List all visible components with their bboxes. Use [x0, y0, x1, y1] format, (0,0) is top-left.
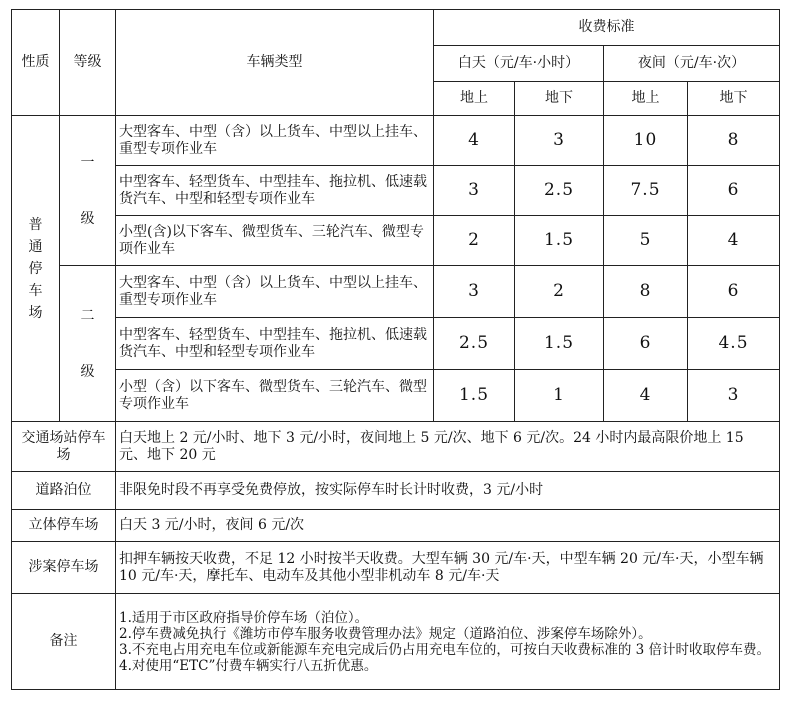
day-under-value: 1.5 [515, 216, 604, 266]
table-row [12, 510, 780, 542]
day-under-value: 2 [515, 266, 604, 318]
day-ground-value: 1.5 [434, 370, 515, 422]
day-ground-value: 3 [434, 166, 515, 216]
day-ground-value: 2.5 [434, 318, 515, 370]
day-ground-value: 4 [434, 116, 515, 166]
notes-label: 备注 [12, 594, 116, 690]
header-day-underground: 地下 [515, 82, 604, 116]
case-parking-label: 涉案停车场 [12, 542, 116, 594]
road-parking-label: 道路泊位 [12, 472, 116, 510]
header-night-underground: 地下 [688, 82, 780, 116]
vehicle-type-cell: 大型客车、中型（含）以上货车、中型以上挂车、重型专项作业车 [116, 266, 434, 318]
table-row [12, 166, 780, 216]
transport-hub-label: 交通场站停车场 [12, 422, 116, 472]
notes-list [116, 594, 780, 690]
table-row [12, 422, 780, 472]
table-row [12, 542, 780, 594]
table-row [12, 472, 780, 510]
table-row [12, 318, 780, 370]
day-under-value: 3 [515, 116, 604, 166]
night-under-value: 8 [688, 116, 780, 166]
header-vehicle-type: 车辆类型 [116, 10, 434, 116]
vehicle-type-cell: 小型（含）以下客车、微型货车、三轮汽车、微型专项作业车 [116, 370, 434, 422]
table-row [12, 370, 780, 422]
header-fee-standard: 收费标准 [434, 10, 780, 46]
note-item: 4.对使用“ETC”付费车辆实行八五折优惠。 [119, 657, 378, 674]
header-day: 白天（元/车·小时） [434, 46, 604, 82]
header-night: 夜间（元/车·次） [604, 46, 780, 82]
ordinary-parking-label: 普 通 停 车 场 [12, 116, 60, 422]
night-ground-value: 10 [604, 116, 688, 166]
day-ground-value: 3 [434, 266, 515, 318]
night-under-value: 4 [688, 216, 780, 266]
vehicle-type-cell: 大型客车、中型（含）以上货车、中型以上挂车、重型专项作业车 [116, 116, 434, 166]
table-row [12, 594, 780, 690]
night-under-value: 3 [688, 370, 780, 422]
night-ground-value: 6 [604, 318, 688, 370]
grade-2-label: 二 级 [60, 266, 116, 422]
stereo-parking-text: 白天 3 元/小时，夜间 6 元/次 [116, 510, 780, 542]
vehicle-type-cell: 中型客车、轻型货车、中型挂车、拖拉机、低速载货汽车、中型和轻型专项作业车 [116, 166, 434, 216]
vehicle-type-cell: 小型(含)以下客车、微型货车、三轮汽车、微型专项作业车 [116, 216, 434, 266]
day-under-value: 1 [515, 370, 604, 422]
road-parking-text: 非限免时段不再享受免费停放，按实际停车时长计时收费，3 元/小时 [116, 472, 780, 510]
day-under-value: 1.5 [515, 318, 604, 370]
header-night-ground: 地上 [604, 82, 688, 116]
note-item: 1.适用于市区政府指导价停车场（泊位）。 [119, 609, 369, 626]
table-row [12, 266, 780, 318]
night-under-value: 6 [688, 266, 780, 318]
table-row [12, 116, 780, 166]
day-ground-value: 2 [434, 216, 515, 266]
stereo-parking-label: 立体停车场 [12, 510, 116, 542]
night-ground-value: 8 [604, 266, 688, 318]
vehicle-type-cell: 中型客车、轻型货车、中型挂车、拖拉机、低速载货汽车、中型和轻型专项作业车 [116, 318, 434, 370]
header-day-ground: 地上 [434, 82, 515, 116]
night-ground-value: 7.5 [604, 166, 688, 216]
night-under-value: 4.5 [688, 318, 780, 370]
header-grade: 等级 [60, 10, 116, 116]
transport-hub-text: 白天地上 2 元/小时、地下 3 元/小时，夜间地上 5 元/次、地下 6 元/次。24 小时内最高限价地上 15 元、地下 20 元 [116, 422, 780, 472]
header-nature: 性质 [12, 10, 60, 116]
note-item: 2.停车费减免执行《潍坊市停车服务收费管理办法》规定（道路泊位、涉案停车场除外）。 [119, 625, 652, 642]
night-ground-value: 5 [604, 216, 688, 266]
note-item: 3.不充电占用充电车位或新能源车充电完成后仍占用充电车位的，可按白天收费标准的 3 倍计时收取停车费。 [119, 641, 771, 658]
parking-fee-table [11, 9, 780, 690]
day-under-value: 2.5 [515, 166, 604, 216]
case-parking-text: 扣押车辆按天收费，不足 12 小时按半天收费。大型车辆 30 元/车·天，中型车辆 20 元/车·天，小型车辆 10 元/车·天，摩托车、电动车及其他小型非机动车 8 元/车·天 [116, 542, 780, 594]
night-ground-value: 4 [604, 370, 688, 422]
table-row [12, 216, 780, 266]
grade-1-label: 一 级 [60, 116, 116, 266]
night-under-value: 6 [688, 166, 780, 216]
